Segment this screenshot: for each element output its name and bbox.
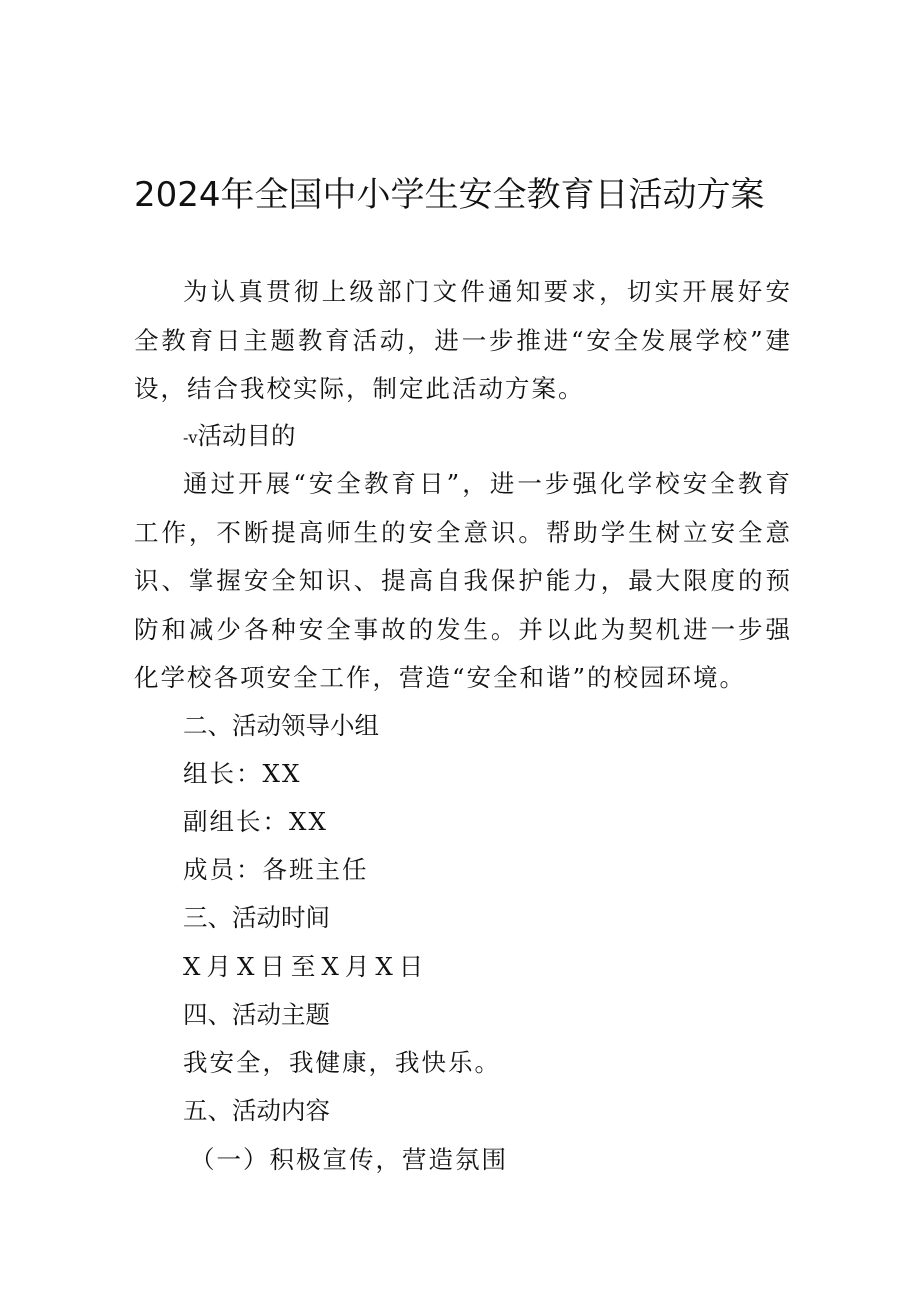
leader-line: 组长：XX <box>183 759 302 788</box>
theme-line: 我安全，我健康，我快乐。 <box>183 1048 501 1077</box>
section-content-heading: 五、活动内容 <box>183 1096 330 1125</box>
deputy-leader-line: 副组长：XX <box>183 807 328 836</box>
time-line: X月X日至X月X日 <box>183 952 430 981</box>
document-title: 2024年全国中小学生安全教育日活动方案 <box>134 175 765 215</box>
section-leadership-heading: 二、活动领导小组 <box>183 711 379 740</box>
section-purpose-heading <box>183 418 295 456</box>
section-purpose-title: 活动目的 <box>197 421 296 450</box>
intro-paragraph: 为认真贯彻上级部门文件通知要求，切实开展好安全教育日主题教育活动，进一步推进“安全发展学校”建设，结合我校实际，制定此活动方案。 <box>134 277 792 403</box>
section-time-heading: 三、活动时间 <box>183 903 330 932</box>
section-theme-heading: 四、活动主题 <box>183 1000 330 1029</box>
purpose-paragraph: 通过开展“安全教育日”，进一步强化学校安全教育工作，不断提高师生的安全意识。帮助学生树立安全意识、掌握安全知识、提高自我保护能力，最大限度的预防和减少各种安全事故的发生。并以此为契机进一步强化学校各项安全工作，营造“安全和谐”的校园环境。 <box>134 469 792 692</box>
members-line: 成员：各班主任 <box>183 855 369 884</box>
content-item-1: （一）积极宣传，营造氛围 <box>190 1145 508 1174</box>
section-purpose-marker: -v <box>183 428 198 447</box>
